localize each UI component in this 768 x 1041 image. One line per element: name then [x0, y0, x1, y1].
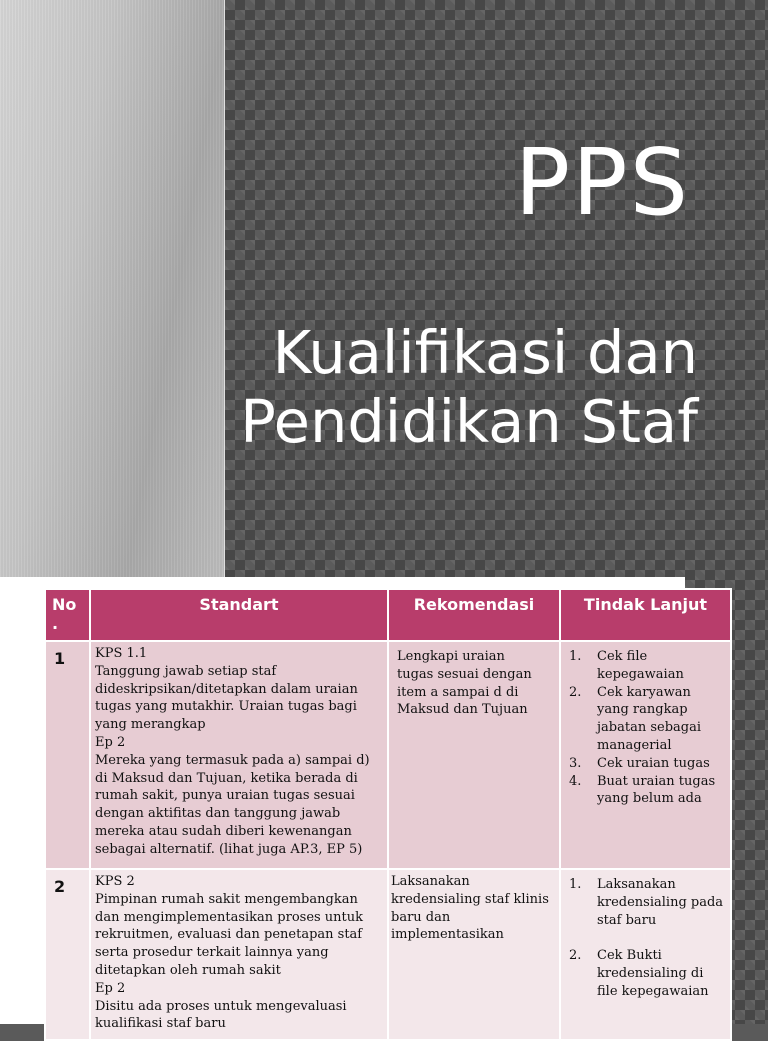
- header-standart: Standart: [90, 589, 388, 641]
- list-number: 2.: [569, 684, 582, 700]
- subtitle-line-1: Kualifikasi dan: [272, 318, 698, 387]
- slide-subtitle: [240, 318, 698, 456]
- list-text: Buat uraian tugas yang belum ada: [597, 773, 716, 807]
- tindak-lanjut-list: [565, 648, 726, 808]
- row-number: 2: [45, 869, 90, 1040]
- standart-cell: KPS 2 Pimpinan rumah sakit mengembangkan dan mengimplementasikan proses untuk rekruitmen, evaluasi dan penetapan staf serta prosedur terkait lainnya yang ditetapkan oleh rumah sakit Ep 2 Disitu ada proses untuk mengevaluasi kualifikasi staf baru: [90, 869, 388, 1040]
- list-text: Cek karyawan yang rangkap jabatan sebagai managerial: [597, 684, 701, 753]
- list-text: Cek uraian tugas: [597, 755, 710, 771]
- table-header-row: [45, 589, 731, 641]
- list-text: Cek Bukti kredensialing di file kepegawaian: [597, 948, 709, 999]
- list-number: 4.: [569, 773, 582, 789]
- left-gradient-panel: [0, 0, 225, 577]
- list-item: [565, 755, 726, 773]
- standards-table: [44, 588, 732, 1041]
- header-tindak-lanjut: Tindak Lanjut: [560, 589, 731, 641]
- rekomendasi-cell: Lengkapi uraian tugas sesuai dengan item a sampai d di Maksud dan Tujuan: [388, 641, 560, 869]
- list-item: [565, 876, 726, 929]
- list-text: Cek file kepegawaian: [597, 649, 684, 682]
- tindak-lanjut-cell: [560, 869, 731, 1040]
- list-number: 3.: [569, 755, 582, 771]
- list-number: 1.: [569, 877, 582, 892]
- list-text: Laksanakan kredensialing pada staf baru: [597, 877, 724, 928]
- standart-cell: KPS 1.1 Tanggung jawab setiap staf dideskripsikan/ditetapkan dalam uraian tugas yang mutakhir. Uraian tugas bagi yang merangkap Ep 2 Mereka yang termasuk pada a) sampai d) di Maksud dan Tujuan, ketika berada di rumah sakit, punya uraian tugas sesuai dengan aktifitas dan tanggung jawab mereka atau sudah diberi kewenangan sebagai alternatif. (lihat juga AP.3, EP 5): [90, 641, 388, 869]
- subtitle-line-2: Pendidikan Staf: [240, 387, 698, 457]
- table-row: [45, 869, 731, 1040]
- list-item: [565, 947, 726, 1000]
- header-no: No .: [45, 589, 90, 641]
- list-item: [565, 648, 726, 684]
- list-item: [565, 773, 726, 809]
- slide-title: PPS: [514, 129, 690, 236]
- row-number: 1: [45, 641, 90, 869]
- list-item: [565, 684, 726, 755]
- list-number: 1.: [569, 649, 582, 664]
- rekomendasi-cell: Laksanakan kredensialing staf klinis baru dan implementasikan: [388, 869, 560, 1040]
- header-rekomendasi: Rekomendasi: [388, 589, 560, 641]
- list-number: 2.: [569, 948, 582, 964]
- tindak-lanjut-list: [565, 876, 726, 1001]
- tindak-lanjut-cell: [560, 641, 731, 869]
- table-row: [45, 641, 731, 869]
